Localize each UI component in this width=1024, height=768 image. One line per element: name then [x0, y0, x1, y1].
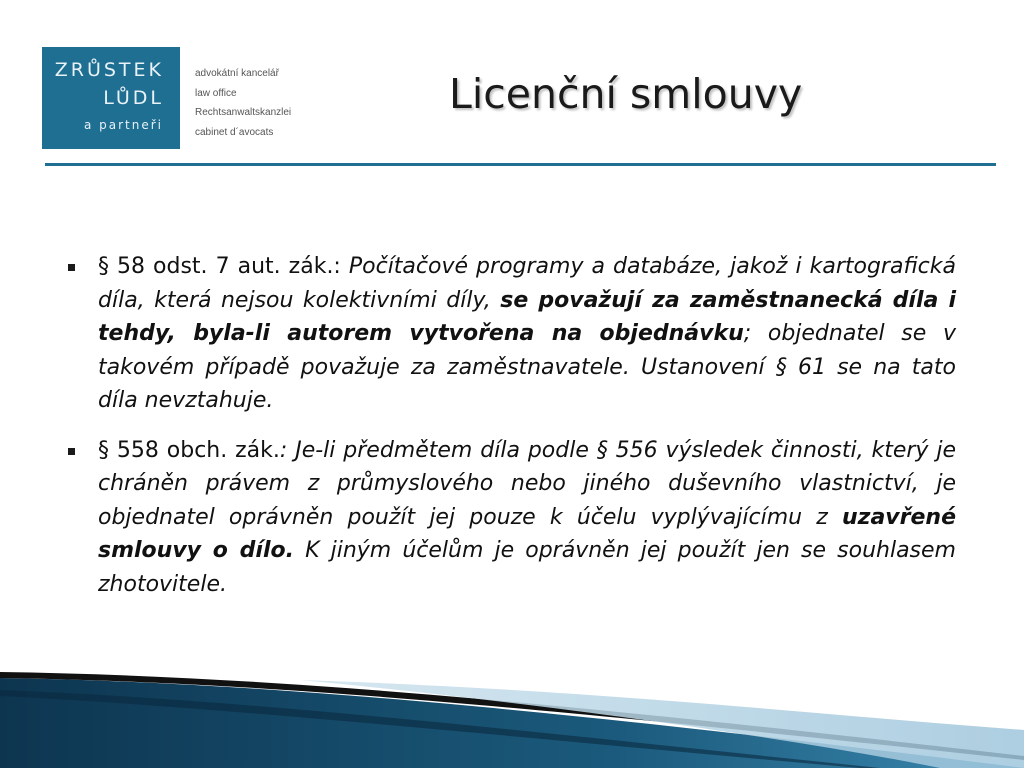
bullet-square-icon — [68, 448, 75, 455]
logo-line-2: LŮDL — [103, 87, 164, 109]
bullet-2-italic-text: : Je-li předmětem díla podle § 556 výsledek činnosti, který je chráněn právem z průmyslového nebo jiného duševního vlastnictví, je objednatel oprávněn použít jej pouze k účelu vyplývajícímu z — [98, 437, 956, 530]
tagline-line: advokátní kancelář — [195, 68, 279, 79]
bullet-2-italic-tail: K jiným účelům je oprávněn jej použít jen se souhlasem zhotovitele. — [98, 538, 956, 597]
bullet-2-emphasis: uzavřené smlouvy o dílo. — [98, 504, 956, 563]
tagline-line: Rechtsanwaltskanzlei — [195, 107, 292, 118]
logo-tagline — [195, 64, 291, 142]
title-divider — [45, 163, 996, 166]
bullet-square-icon — [68, 264, 75, 271]
bullet-1-italic-text: Počítačové programy a databáze, jakož i kartografická díla, která nejsou kolektivními díly, — [98, 254, 956, 313]
bullet-1-citation: § 58 odst. 7 aut. zák.: — [98, 254, 349, 279]
bullet-2-citation: § 558 obch. zák. — [98, 437, 280, 463]
logo-line-3: a partneři — [83, 118, 163, 132]
bullet-item-1 — [68, 250, 956, 418]
bullet-list — [68, 250, 956, 617]
slide-title: Licenční smlouvy — [449, 70, 803, 118]
company-logo — [42, 47, 180, 149]
tagline-line: cabinet d´avocats — [195, 126, 274, 138]
footer-swoosh-decoration — [0, 660, 1024, 768]
bullet-1-italic-tail: ; objednatel se v takovém případě považuje za zaměstnavatele. Ustanovení § 61 se na tato díla nevztahuje. — [98, 321, 956, 413]
bullet-item-2 — [68, 434, 956, 602]
logo-line-1: ZRŮSTEK — [54, 59, 164, 81]
tagline-line: law office — [195, 87, 237, 99]
bullet-1-emphasis: se považují za zaměstnanecká díla i tehdy, byla-li autorem vytvořena na objednávku — [98, 287, 956, 346]
